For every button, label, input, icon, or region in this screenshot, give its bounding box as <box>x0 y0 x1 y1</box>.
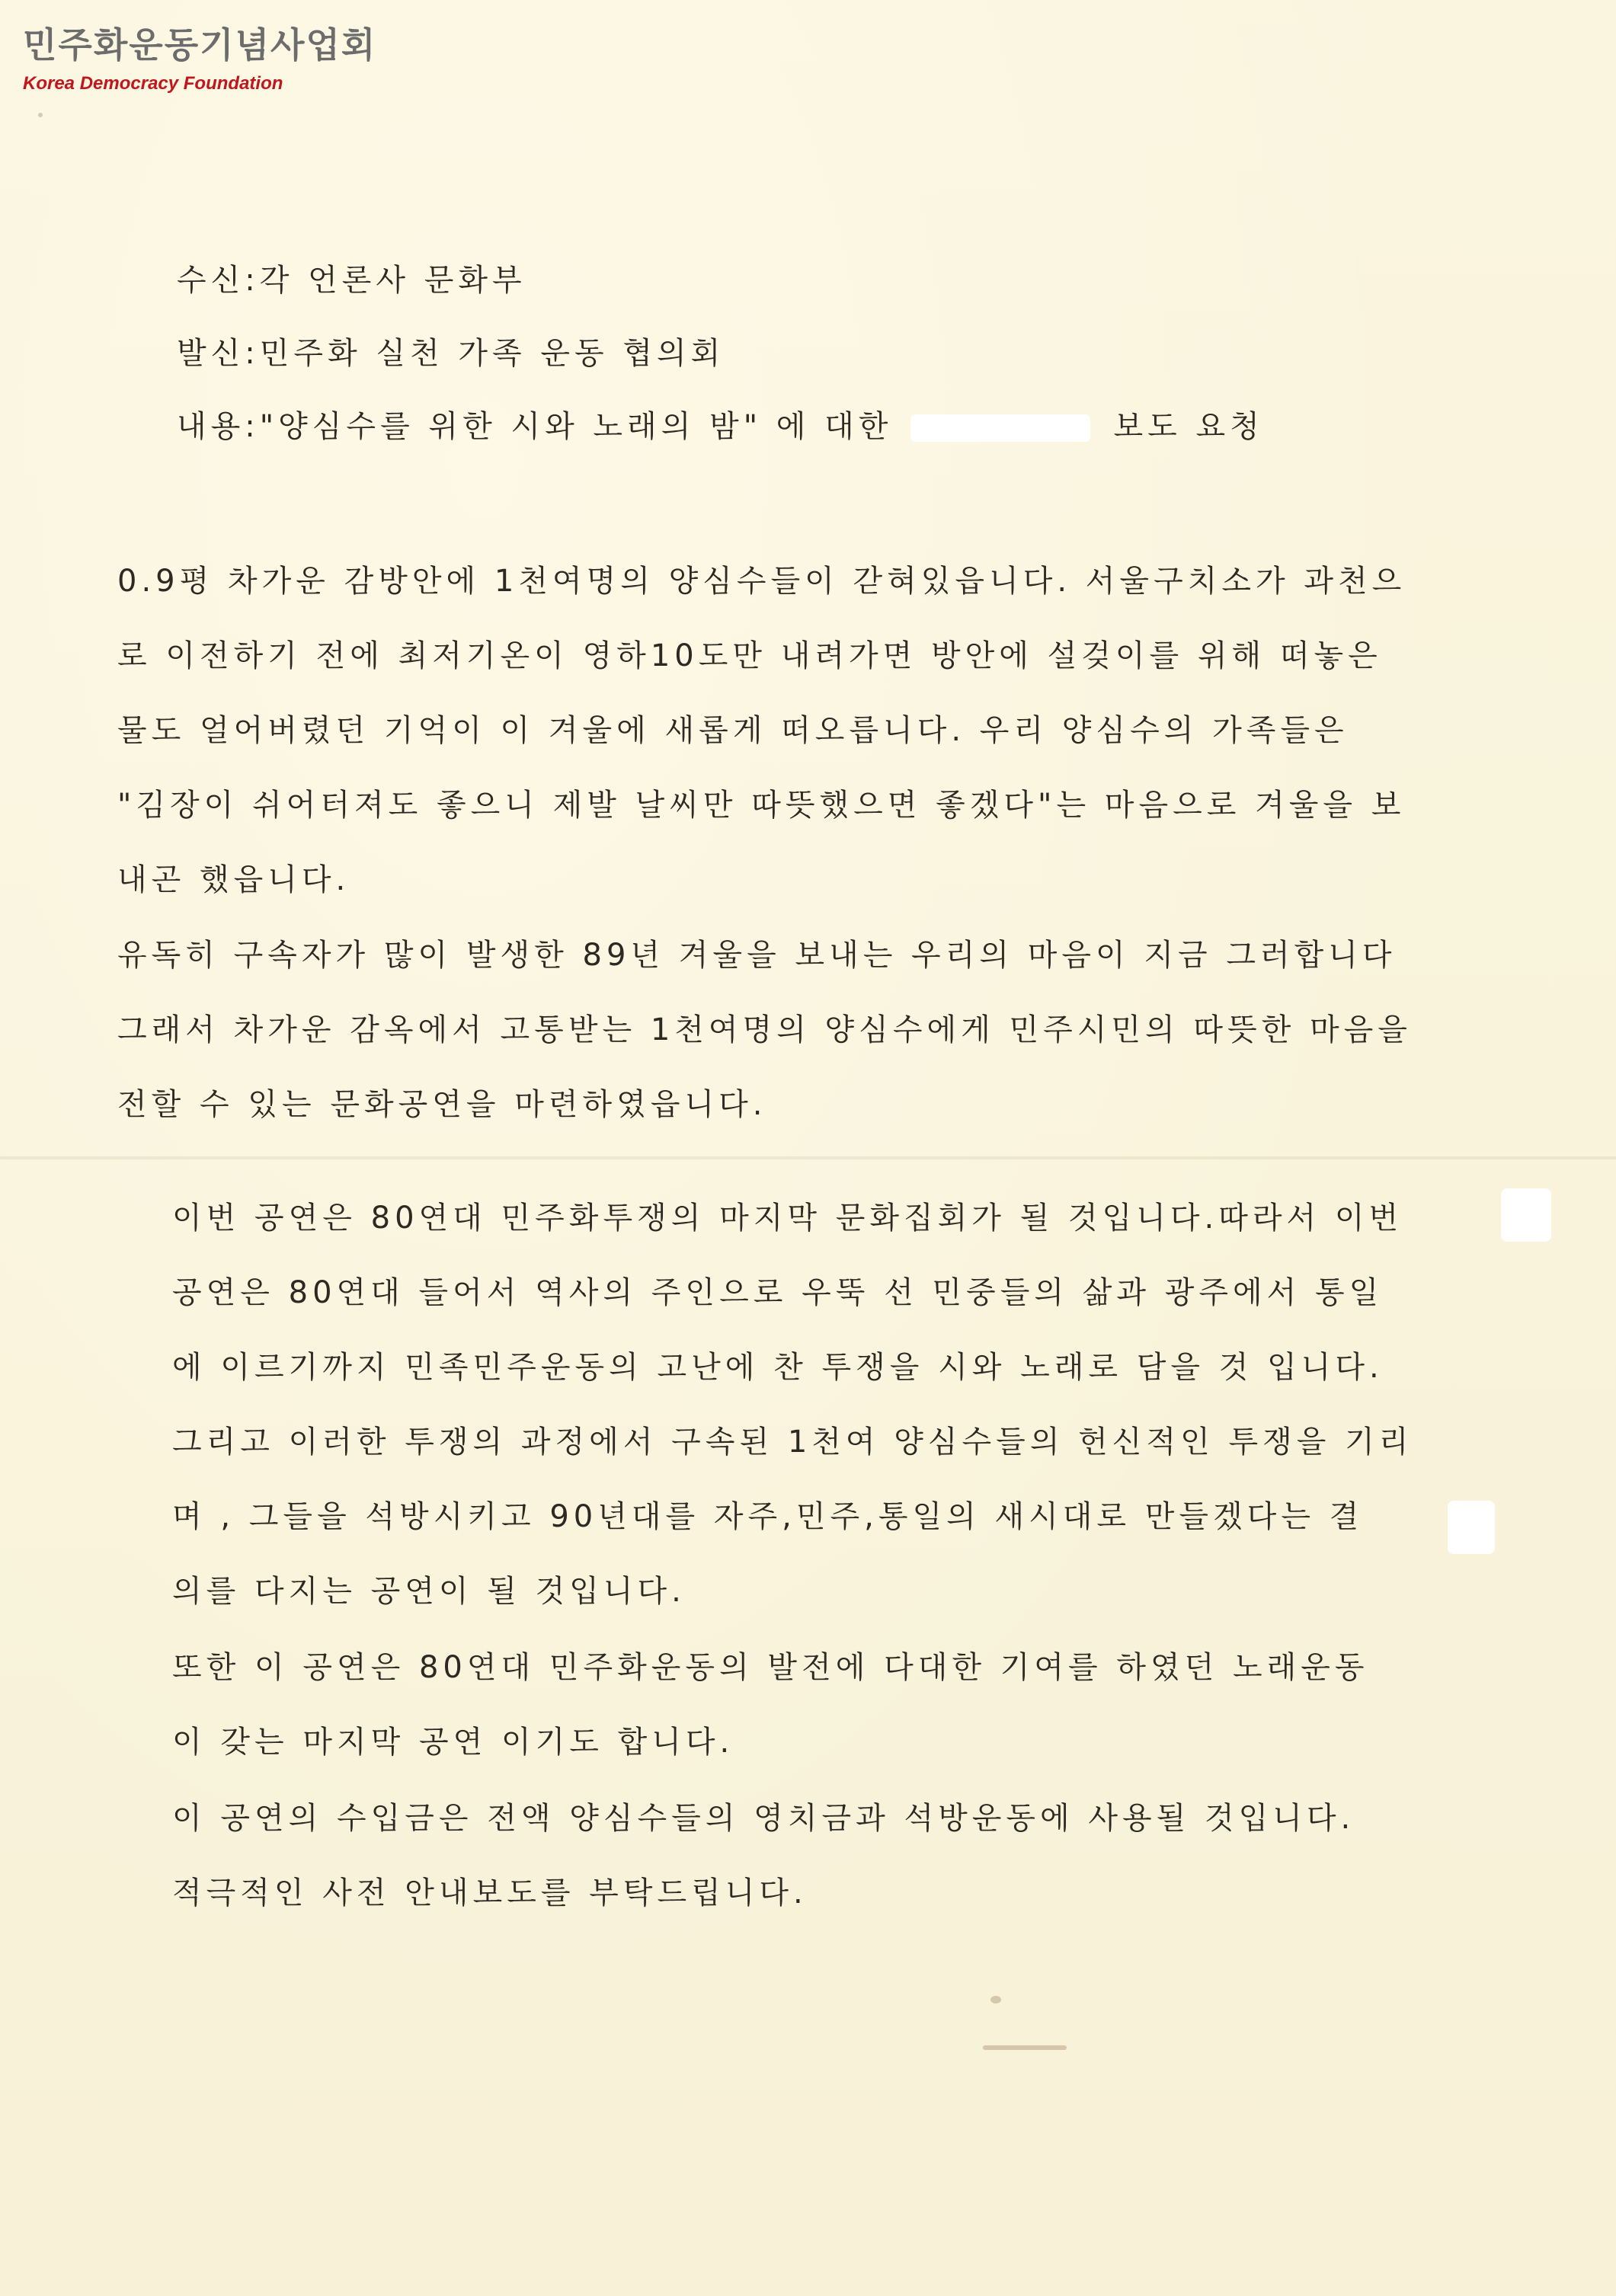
redacted-area <box>910 414 1090 442</box>
paragraph-line: 전할 수 있는 문화공연을 마련하였읍니다. <box>117 1087 767 1122</box>
whiteout-patch <box>1501 1188 1551 1242</box>
watermark-korean: 민주화운동기념사업회 <box>23 24 377 66</box>
foundation-watermark <box>23 24 377 94</box>
paragraph-line: 물도 얼어버렸던 기억이 이 겨울에 새롭게 떠오릅니다. 우리 양심수의 가족들은 <box>117 713 1349 748</box>
page-seam <box>0 1156 1616 1159</box>
paragraph-line: 그래서 차가운 감옥에서 고통받는 1천여명의 양심수에게 민주시민의 따뜻한 마음을 <box>117 1012 1412 1047</box>
paragraph-4 <box>172 1630 1559 1780</box>
paragraph-line: 에 이르기까지 민족민주운동의 고난에 찬 투쟁을 시와 노래로 담을 것 입니다. <box>172 1350 1384 1385</box>
paragraph-line: 또한 이 공연은 80연대 민주화운동의 발전에 다대한 기여를 하였던 노래운동 <box>172 1650 1369 1685</box>
sender-line: 발신:민주화 실천 가족 운동 협의회 <box>177 336 725 371</box>
paragraph-line: 내곤 했읍니다. <box>117 862 350 897</box>
paragraph-2 <box>117 918 1534 1142</box>
paragraph-line: 0.9평 차가운 감방안에 1천여명의 양심수들이 갇혀있읍니다. 서울구치소가 과천으 <box>117 564 1406 599</box>
paragraph-3 <box>172 1181 1559 1629</box>
paragraph-line: 그리고 이러한 투쟁의 과정에서 구속된 1천여 양심수들의 헌신적인 투쟁을 기리 <box>172 1425 1413 1460</box>
subject-line <box>177 402 1264 446</box>
paragraph-line: 이 갖는 마지막 공연 이기도 합니다. <box>172 1725 734 1760</box>
paragraph-line: 공연은 80연대 들어서 역사의 주인으로 우뚝 선 민중들의 삶과 광주에서 통일 <box>172 1275 1384 1310</box>
paper-smudge <box>38 113 43 117</box>
paragraph-1 <box>117 544 1534 917</box>
subject-prefix: 내용:"양심수를 위한 시와 노래의 밤" 에 대한 <box>177 409 893 444</box>
paragraph-line: 이 공연의 수입금은 전액 양심수들의 영치금과 석방운동에 사용될 것입니다. <box>172 1801 1355 1836</box>
recipient-line: 수신:각 언론사 문화부 <box>177 263 526 298</box>
paragraph-5 <box>172 1781 1559 1930</box>
paper-smudge <box>990 1996 1001 2003</box>
paragraph-line: "김장이 쉬어터져도 좋으니 제발 날씨만 따뜻했으면 좋겠다"는 마음으로 겨울을 보 <box>117 788 1406 823</box>
paragraph-line: 며 , 그들을 석방시키고 90년대를 자주,민주,통일의 새시대로 만들겠다는 결 <box>172 1499 1364 1534</box>
paragraph-line: 의를 다지는 공연이 될 것입니다. <box>172 1574 686 1609</box>
paragraph-line: 이번 공연은 80연대 민주화투쟁의 마지막 문화집회가 될 것입니다.따라서 이번 <box>172 1201 1403 1236</box>
paragraph-line: 로 이전하기 전에 최저기온이 영하10도만 내려가면 방안에 설겆이를 위해 떠놓은 <box>117 638 1382 673</box>
paragraph-line: 적극적인 사전 안내보도를 부탁드립니다. <box>172 1875 808 1911</box>
watermark-english: Korea Democracy Foundation <box>23 73 283 94</box>
subject-suffix: 보도 요청 <box>1113 409 1264 444</box>
whiteout-patch <box>1448 1501 1495 1554</box>
paper-smudge <box>983 2045 1067 2050</box>
paragraph-line: 유독히 구속자가 많이 발생한 89년 겨울을 보내는 우리의 마음이 지금 그러합니다 <box>117 938 1397 973</box>
